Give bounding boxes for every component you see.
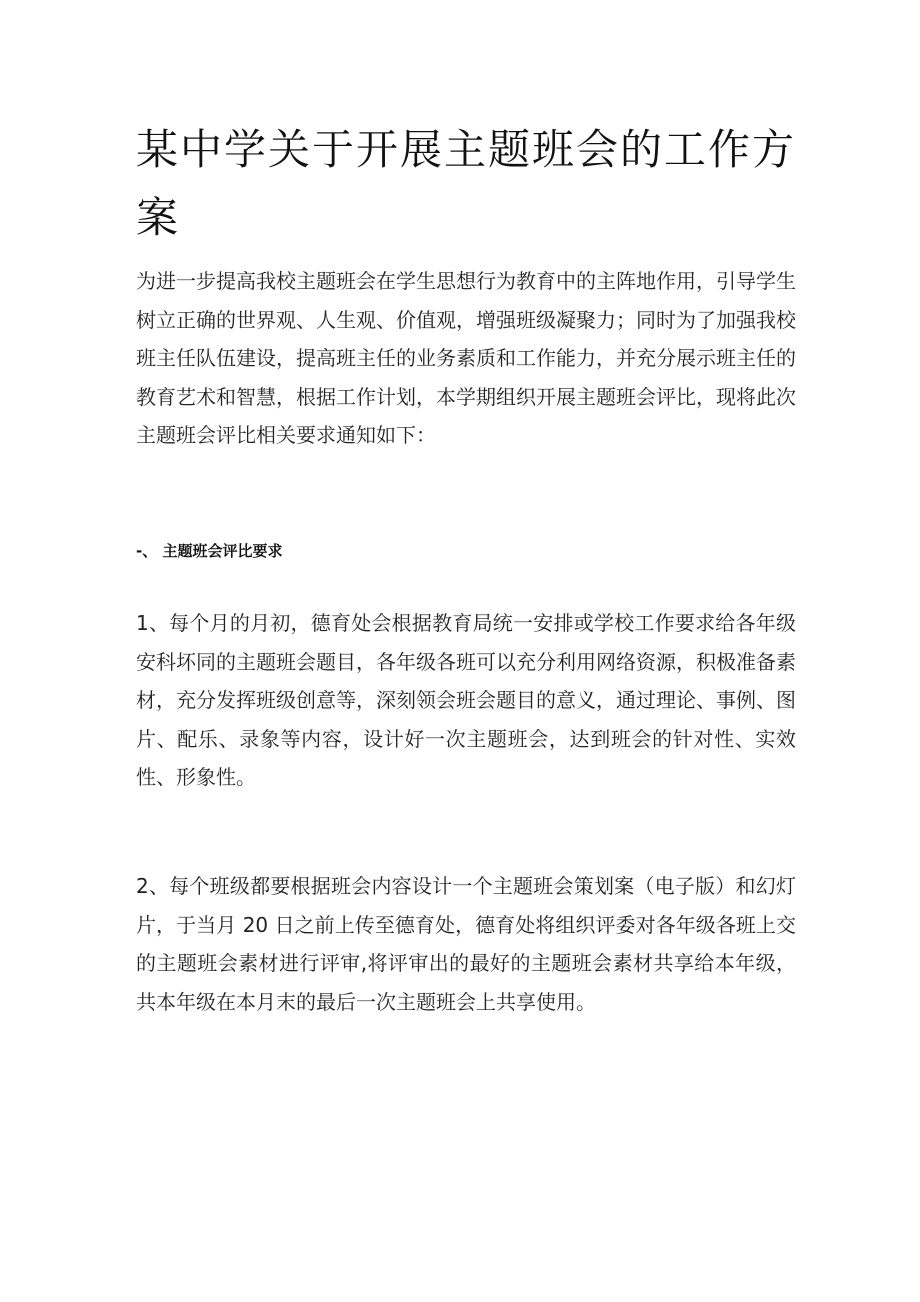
intro-paragraph: 为进一步提高我校主题班会在学生思想行为教育中的主阵地作用，引导学生树立正确的世界观、人生观、价值观，增强班级凝聚力；同时为了加强我校班主任队伍建设，提高班主任的业务素质和工作能力，并充分展示班主任的教育艺术和智慧，根据工作计划，本学期组织开展主题班会评比，现将此次主题班会评比相关要求通知如下： — [136, 269, 796, 447]
document-title: 某中学关于开展主题班会的工作方案 — [136, 125, 797, 242]
section-heading: -、 主题班会评比要求 — [136, 542, 283, 560]
paragraph-2: 2、每个班级都要根据班会内容设计一个主题班会策划案（电子版）和幻灯片，于当月 20 日之前上传至德育处，德育处将组织评委对各年级各班上交的主题班会素材进行评审,将评审出的最好的主题班会素材共享给本年级，共本年级在本月末的最后一次主题班会上共享使用。 — [136, 874, 796, 1014]
paragraph-1: 1、每个月的月初，德育处会根据教育局统一安排或学校工作要求给各年级安科坏同的主题班会题目，各年级各班可以充分利用网络资源，积极准备素材，充分发挥班级创意等，深刻领会班会题目的意义，通过理论、事例、图片、配乐、录象等内容，设计好一次主题班会，达到班会的针对性、实效性、形象性。 — [136, 611, 796, 789]
